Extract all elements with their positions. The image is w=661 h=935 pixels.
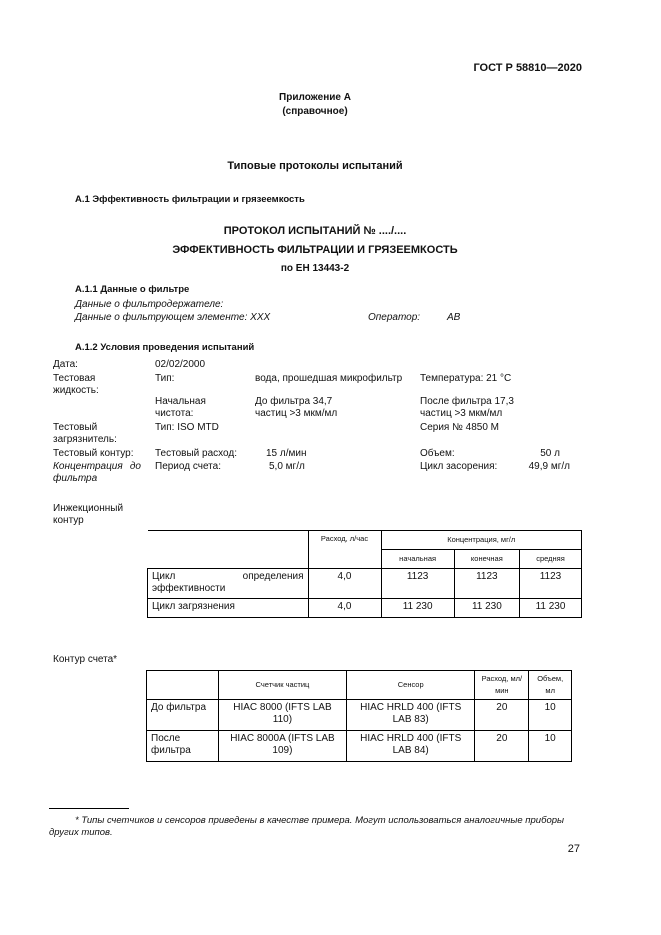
row-flow: 4,0 [308, 569, 381, 599]
row-sensor: HIAC HRLD 400 (IFTS LAB 84) [347, 731, 475, 762]
injection-header-final: конечная [454, 550, 519, 569]
row-flow: 20 [475, 731, 529, 762]
volume-label: Объем: [420, 448, 455, 459]
row-volume: 10 [529, 731, 572, 762]
series-number: Серия № 4850 М [420, 422, 499, 433]
circuit-label: Тестовый контур: [53, 448, 134, 459]
a11-heading: А.1.1 Данные о фильтре [75, 284, 190, 295]
volume-value: 50 л [540, 448, 560, 459]
concentration-label: Концентрация до фильтра [53, 461, 141, 484]
cycle-label: Цикл засорения: [420, 461, 498, 472]
injection-header-initial: начальная [381, 550, 454, 569]
appendix-title: Приложение А [279, 92, 351, 103]
protocol-line2: ЭФФЕКТИВНОСТЬ ФИЛЬТРАЦИИ И ГРЯЗЕЕМКОСТЬ [172, 244, 458, 256]
before-filter: До фильтра 34,7 частиц >3 мкм/мл [255, 396, 338, 419]
initial-cleanliness-label: Начальная чистота: [155, 396, 206, 419]
element-data: Данные о фильтрующем элементе: ХХХ [75, 312, 271, 323]
table-row [147, 700, 572, 731]
section-title: Типовые протоколы испытаний [227, 160, 403, 172]
counting-header-volume: Объем, мл [529, 671, 572, 700]
appendix-subtitle: (справочное) [282, 106, 348, 117]
operator-value: АВ [447, 312, 461, 323]
row-name: Цикл загрязнения [148, 599, 309, 618]
row-counter: HIAC 8000A (IFTS LAB 109) [218, 731, 346, 762]
flow-value: 15 л/мин [266, 448, 307, 459]
counting-header-sensor: Сенсор [347, 671, 475, 700]
row-name: После фильтра [147, 731, 219, 762]
after-filter: После фильтра 17,3 частиц >3 мкм/мл [420, 396, 514, 419]
row-flow: 20 [475, 700, 529, 731]
table-row [148, 599, 582, 618]
cycle-value: 49,9 мг/л [528, 461, 570, 472]
row-name: До фильтра [147, 700, 219, 731]
row-average: 11 230 [519, 599, 581, 618]
injection-header-average: средняя [519, 550, 581, 569]
period-label: Период счета: [155, 461, 221, 472]
row-final: 11 230 [454, 599, 519, 618]
row-flow: 4,0 [308, 599, 381, 618]
period-value: 5,0 мг/л [269, 461, 305, 472]
row-sensor: HIAC HRLD 400 (IFTS LAB 83) [347, 700, 475, 731]
fluid-label: Тестовая жидкость: [53, 373, 99, 396]
injection-header-conc: Концентрация, мг/л [381, 531, 582, 550]
date-label: Дата: [53, 359, 78, 370]
row-final: 1123 [454, 569, 519, 599]
injection-label: Инжекционный контур [53, 503, 124, 526]
counting-label: Контур счета* [53, 654, 118, 665]
row-counter: HIAC 8000 (IFTS LAB 110) [218, 700, 346, 731]
row-average: 1123 [519, 569, 581, 599]
counting-header-empty [147, 671, 219, 700]
flow-label: Тестовый расход: [155, 448, 237, 459]
injection-header-empty [148, 531, 309, 569]
injection-header-flow: Расход, л/час [308, 531, 381, 569]
a12-heading: А.1.2 Условия проведения испытаний [75, 342, 255, 353]
standard-number: ГОСТ Р 58810—2020 [473, 62, 582, 74]
footnote-divider [49, 808, 129, 809]
type-label: Тип: [155, 373, 175, 384]
table-row [148, 569, 582, 599]
row-name: Цикл определения эффективности [148, 569, 309, 599]
type-value: вода, прошедшая микрофильтр [255, 373, 403, 384]
operator-label: Оператор: [368, 312, 421, 323]
protocol-line1: ПРОТОКОЛ ИСПЫТАНИЙ № ..../.... [223, 225, 407, 237]
table-row [147, 731, 572, 762]
row-volume: 10 [529, 700, 572, 731]
contaminant-type: Тип: ISO MTD [155, 422, 219, 433]
counting-header-counter: Счетчик частиц [218, 671, 346, 700]
footnote: * Типы счетчиков и сенсоров приведены в качестве примера. Могут использоваться аналогичные приборы других типов. [49, 815, 564, 838]
contaminant-label: Тестовый загрязнитель: [53, 422, 117, 445]
a1-heading: А.1 Эффективность фильтрации и грязеемкость [75, 194, 305, 205]
protocol-line3: по ЕН 13443-2 [280, 263, 350, 274]
holder-data: Данные о фильтродержателе: [75, 299, 224, 310]
injection-table [147, 530, 582, 618]
counting-header-flow: Расход, мл/мин [475, 671, 529, 700]
row-initial: 11 230 [381, 599, 454, 618]
page-number: 27 [567, 843, 580, 855]
counting-table [146, 670, 572, 762]
temperature: Температура: 21 °С [420, 373, 512, 384]
date-value: 02/02/2000 [155, 359, 206, 370]
row-initial: 1123 [381, 569, 454, 599]
